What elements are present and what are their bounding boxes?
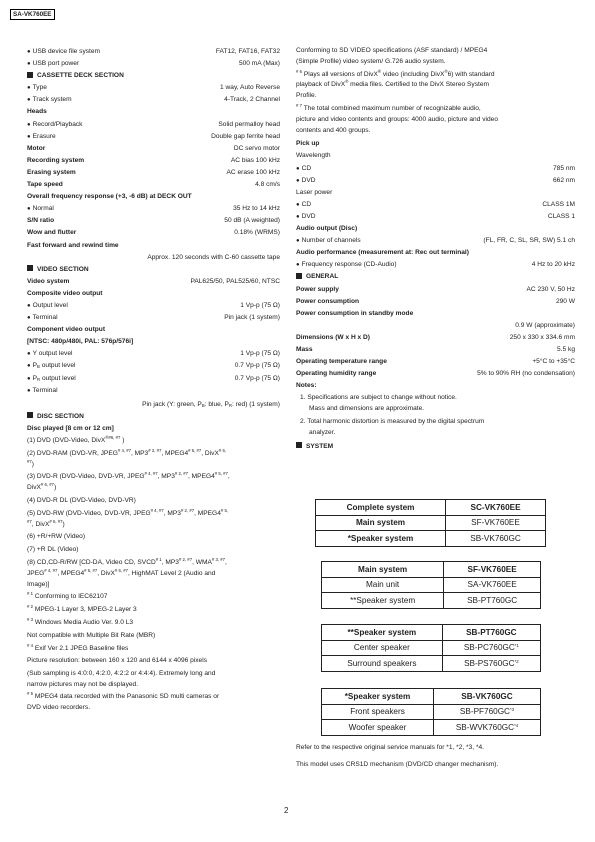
- subscript: B: [201, 402, 205, 408]
- spec-row: [27, 360, 280, 372]
- footnote-ref: # 6, #7: [40, 482, 55, 488]
- spec-label: Motor: [27, 144, 46, 152]
- registered-mark: ®: [444, 68, 448, 74]
- text: picture and video contents and groups: 4000 audio, picture and video: [296, 115, 498, 123]
- spec-row: [27, 58, 280, 70]
- spec-row: [27, 203, 280, 215]
- label-text: output level: [40, 374, 76, 382]
- spec-value: AC bias 100 kHz: [230, 156, 280, 164]
- spec-label: ● Output level: [27, 302, 68, 309]
- text: MPEG4 data recorded with the Panasonic SD multi cameras or: [34, 692, 220, 700]
- right-column: [296, 46, 575, 453]
- subscript: R: [37, 376, 41, 382]
- table-cell: Main unit: [322, 577, 444, 593]
- spec-value: 1 Vp-p (75 Ω): [240, 350, 280, 358]
- spec-label: Power consumption: [296, 297, 360, 305]
- table-cell: SA-VK760EE: [444, 577, 541, 593]
- spec-row: [27, 119, 280, 131]
- table-cell: *Speaker system: [316, 531, 446, 547]
- footnote-ref: #6, #7: [108, 435, 121, 441]
- spec-value: Solid permalloy head: [218, 120, 280, 128]
- table-cell: Center speaker: [322, 640, 443, 656]
- spec-heading: [NTSC: 480p/480i, PAL: 576p/576i]: [27, 338, 134, 346]
- table-cell: SB-VK760GC: [446, 531, 546, 547]
- text: Exif Ver 2.1 JPEG Baseline files: [34, 644, 129, 652]
- table-row: [322, 656, 541, 672]
- spec-value: AC erase 100 kHz: [226, 168, 280, 176]
- spec-value: [27, 399, 280, 411]
- spec-row: [27, 82, 280, 94]
- spec-label: ● Type: [27, 84, 47, 91]
- text: MPEG-1 Layer 3, MPEG-2 Layer 3: [34, 606, 137, 614]
- table-cell: Main system: [316, 515, 446, 531]
- footnote-mark: # 4: [27, 642, 33, 648]
- spec-label: [27, 362, 75, 369]
- spec-label: Recording system: [27, 156, 85, 164]
- spec-label: ● USB device file system: [27, 48, 100, 55]
- footnote-ref: # 6,: [218, 448, 227, 453]
- footnote-ref: # 4, #7: [150, 507, 164, 513]
- footnote: [296, 70, 575, 102]
- footnote-ref: # 4, #7: [117, 448, 131, 453]
- table-row: [322, 562, 541, 578]
- table-row: [322, 640, 541, 656]
- spec-value: Pin jack (1 system): [224, 314, 280, 322]
- footnote-mark: # 5: [27, 690, 33, 696]
- text: Image)]: [27, 580, 50, 588]
- text: , HighMAT Level 2 (Audio and: [128, 569, 216, 577]
- spec-row: [27, 348, 280, 360]
- disc-item: [27, 436, 280, 447]
- text: , MP3: [157, 473, 175, 481]
- table-cell: [433, 704, 540, 720]
- spec-heading: Pick up: [296, 140, 320, 148]
- text: ): [122, 437, 125, 444]
- table-cell: **Speaker system: [322, 593, 444, 609]
- registered-mark: ®: [345, 79, 349, 85]
- text: , MP3: [161, 558, 179, 566]
- spec-row: [27, 155, 280, 167]
- footnote-ref: # 1: [155, 557, 162, 563]
- system-notes: [296, 742, 575, 773]
- spec-value: 4 Hz to 20 kHz: [531, 261, 575, 269]
- spec-row: [27, 385, 280, 397]
- label-text: P: [32, 374, 38, 382]
- text: : blue, P: [204, 400, 229, 408]
- text-line: This model uses CRS1D mechanism (DVD/CD changer mechanism).: [296, 760, 499, 768]
- spec-label: Erasing system: [27, 168, 76, 176]
- footnote-ref: # 6, #7: [49, 518, 63, 524]
- footnote-ref: # 5, #7: [84, 567, 98, 573]
- spec-row: [296, 259, 575, 271]
- spec-value: 0.18% (WRMS): [234, 229, 280, 237]
- spec-heading: Power consumption in standby mode: [296, 309, 414, 317]
- spec-label: ● DVD: [296, 213, 316, 220]
- spec-value: 50 dB (A weighted): [224, 217, 280, 225]
- note-item: [296, 393, 575, 415]
- text: (Sub sampling is 4:0:0, 4:2:0, 4:2:2 or 4:4:4). Extremely long and: [27, 670, 216, 678]
- footnote-ref: # 2, #7: [178, 557, 193, 563]
- table-cell: SC-VK760EE: [446, 500, 546, 516]
- system-table-speaker-vk: [321, 688, 541, 736]
- footnote-mark: # 6: [296, 68, 302, 74]
- registered-mark: ®: [377, 68, 382, 74]
- spec-heading: Composite video output: [27, 289, 103, 297]
- footnote-ref: *2: [514, 658, 519, 664]
- spec-row: [27, 179, 280, 191]
- text: playback of DivX: [296, 81, 346, 89]
- spec-label: ● DVD: [296, 177, 316, 184]
- spec-label: [27, 375, 76, 382]
- text: SB-PF760GC: [459, 707, 510, 717]
- registered-mark: ®: [105, 435, 109, 441]
- text: , MP3: [163, 509, 181, 517]
- text: (3) DVD-R (DVD-Video, DVD-VR, JPEG: [27, 473, 145, 481]
- spec-row: [27, 300, 280, 312]
- footnote: [27, 592, 280, 603]
- text: Conforming to IEC62107: [34, 593, 108, 601]
- text: ,: [227, 473, 230, 481]
- text: Mass and dimensions are approximate.: [309, 405, 425, 413]
- section-heading: DISC SECTION: [27, 411, 280, 423]
- table-cell: Woofer speaker: [322, 720, 434, 736]
- table-cell: [433, 720, 540, 736]
- spec-label: ● CD: [296, 165, 311, 172]
- footnote-ref: #7: [27, 518, 32, 524]
- table-cell: *Speaker system: [322, 689, 434, 705]
- spec-label: Wow and flutter: [27, 229, 77, 237]
- footnote-ref: # 5,: [220, 507, 229, 513]
- system-table-complete: [315, 499, 546, 547]
- spec-value: 785 nm: [553, 164, 575, 172]
- footnote-ref: # 3, #7: [211, 557, 225, 563]
- text-line: Picture resolution: between 160 x 120 and 6144 x 4096 pixels: [27, 657, 207, 665]
- footnote-ref: # 2, #7: [174, 471, 189, 477]
- spec-row: [27, 131, 280, 143]
- spec-row: [296, 284, 575, 296]
- spec-row: [27, 167, 280, 179]
- text: SB-WVK760GC: [455, 722, 515, 732]
- text: video (including DivX: [381, 70, 445, 78]
- spec-value: 0.7 Vp-p (75 Ω): [234, 374, 280, 382]
- footnote-ref: *4: [514, 722, 519, 728]
- disc-item: (7) +R DL (Video): [27, 546, 79, 554]
- table-cell: SF-VK760EE: [444, 562, 541, 578]
- spec-row: [296, 163, 575, 175]
- footnote: [296, 104, 575, 136]
- spec-row: [27, 373, 280, 385]
- text: analyzer.: [309, 428, 336, 436]
- text: DivX: [27, 484, 41, 492]
- text: DVD video recorders.: [27, 703, 91, 711]
- table-cell: SF-VK760EE: [446, 515, 546, 531]
- footnote-ref: # 5, #7: [214, 471, 228, 477]
- spec-value: AC 230 V, 50 Hz: [526, 285, 575, 293]
- text: (1) DVD (DVD-Video, DivX: [27, 437, 106, 444]
- spec-value: Approx. 120 seconds with C-60 cassette tape: [147, 253, 280, 261]
- footnote-mark: # 7: [296, 103, 302, 109]
- spec-row: [296, 344, 575, 356]
- spec-value: 290 W: [555, 297, 575, 305]
- notes-heading: Notes:: [296, 382, 317, 390]
- spec-label: ● Normal: [27, 205, 54, 212]
- model-tag: SA-VK760EE: [10, 9, 55, 20]
- spec-heading: Fast forward and rewind time: [27, 241, 119, 249]
- spec-row: [296, 199, 575, 211]
- spec-value: 0.9 W (approximate): [515, 321, 575, 329]
- note-item: [296, 417, 575, 439]
- spec-value: 0.7 Vp-p (75 Ω): [234, 362, 280, 370]
- table-row: [316, 500, 546, 516]
- spec-value: DC servo motor: [233, 144, 280, 152]
- text: Windows Media Audio Ver. 9.0 L3: [34, 618, 134, 626]
- spec-value: 250 x 330 x 334.6 mm: [509, 333, 575, 341]
- table-cell: Main system: [322, 562, 444, 578]
- spec-heading: Disc played [8 cm or 12 cm]: [27, 424, 114, 432]
- text: (2) DVD-RAM (DVD-VR, JPEG: [27, 449, 118, 457]
- text: narrow pictures may not be displayed.: [27, 680, 139, 688]
- spec-value: PAL625/50, PAL525/60, NTSC: [190, 277, 280, 285]
- footnote: [27, 605, 280, 616]
- text-line: Not compatible with Multiple Bit Rate (MBR): [27, 631, 156, 639]
- footnote-ref: *3: [509, 707, 515, 713]
- text: (8) CD,CD-R/RW [CD-DA, Video CD, SVCD: [27, 558, 156, 566]
- text: ,: [225, 558, 227, 566]
- footnote: [27, 618, 280, 629]
- text: 1. Specifications are subject to change without notice.: [300, 394, 457, 402]
- spec-label: ● Number of channels: [296, 237, 361, 244]
- page-number: 2: [284, 806, 289, 815]
- disc-item: [27, 558, 280, 590]
- spec-value: 500 mA (Max): [238, 60, 280, 68]
- spec-label: Tape speed: [27, 181, 63, 189]
- text: , DivX: [31, 520, 50, 528]
- spec-label: Video system: [27, 277, 70, 285]
- table-cell: **Speaker system: [322, 625, 443, 641]
- spec-row: [27, 46, 280, 58]
- left-column: [27, 46, 280, 715]
- text: (Simple Profile) video system/ G.726 audio system.: [296, 57, 446, 65]
- section-heading: GENERAL: [296, 271, 575, 283]
- spec-subheading: Laser power: [296, 188, 333, 196]
- spec-label: ● Track system: [27, 96, 72, 103]
- spec-value: 1 way, Auto Reverse: [220, 84, 280, 92]
- disc-item: [27, 449, 280, 471]
- spec-label: ● Terminal: [27, 387, 58, 394]
- text: Profile.: [296, 92, 317, 100]
- table-cell: SB-PT760GC: [442, 625, 540, 641]
- spec-row: [296, 211, 575, 223]
- footnote-ref: # 6, #7: [114, 567, 128, 573]
- table-cell: Surround speakers: [322, 656, 443, 672]
- spec-label: ● Erasure: [27, 133, 56, 140]
- text: SB-PS760GC: [464, 658, 515, 668]
- table-cell: Complete system: [316, 500, 446, 516]
- footnote-ref: #7: [27, 458, 32, 464]
- spec-value: 4.8 cm/s: [255, 181, 280, 189]
- text: The total combined maximum number of recognizable audio,: [303, 104, 481, 112]
- system-table-speaker-pt: [321, 624, 541, 672]
- label-text: P: [32, 362, 38, 370]
- text: Conforming to SD VIDEO specifications (ASF standard) / MPEG4: [296, 47, 488, 54]
- text: ): [31, 460, 34, 468]
- footnote-ref: # 2, #7: [148, 448, 162, 453]
- spec-value: 5.5 kg: [557, 345, 575, 353]
- spec-heading: Component video output: [27, 326, 106, 334]
- text: ): [54, 484, 57, 492]
- spec-label: ● Frequency response (CD-Audio): [296, 261, 397, 268]
- text: contents and 400 groups.: [296, 126, 371, 134]
- spec-value: 35 Hz to 14 kHz: [233, 205, 280, 213]
- spec-row: [296, 356, 575, 368]
- label-text: output level: [39, 362, 76, 370]
- spec-label: Operating temperature range: [296, 358, 387, 366]
- text-line: [27, 669, 280, 691]
- spec-value: 1 Vp-p (75 Ω): [240, 301, 280, 309]
- footnote-mark: # 2: [27, 604, 33, 610]
- table-row: [316, 531, 546, 547]
- spec-value: Double gap ferrite head: [211, 132, 280, 140]
- spec-row: [296, 296, 575, 308]
- footnote-ref: # 5, #7: [188, 448, 202, 453]
- text: , MPEG4: [57, 569, 85, 577]
- spec-value: +5°C to +35°C: [532, 358, 575, 366]
- table-row: [322, 577, 541, 593]
- table-cell: [442, 640, 540, 656]
- table-cell: SB-PT760GC: [444, 593, 541, 609]
- text: JPEG: [27, 569, 45, 577]
- footnote-mark: # 1: [27, 591, 33, 597]
- text: , MP3: [131, 449, 149, 457]
- spec-value: CLASS 1: [547, 212, 575, 220]
- spec-label: S/N ratio: [27, 217, 55, 225]
- spec-label: ● Terminal: [27, 314, 58, 321]
- spec-label: Operating humidity range: [296, 370, 377, 378]
- table-cell: Front speakers: [322, 704, 434, 720]
- text: 6) with standard: [447, 70, 495, 78]
- spec-row: [27, 215, 280, 227]
- spec-label: Mass: [296, 345, 313, 353]
- table-row: [322, 689, 541, 705]
- spec-row: [27, 143, 280, 155]
- spec-subheading: Wavelength: [296, 152, 331, 160]
- table-row: [316, 515, 546, 531]
- text: , DivX: [201, 449, 219, 457]
- text: media files. Certified to the DivX Stereo System: [348, 81, 490, 89]
- text: : red) (1 system): [232, 400, 280, 408]
- spec-row: [27, 227, 280, 239]
- spec-value: 662 nm: [553, 176, 575, 184]
- spec-heading: Audio performance (measurement at: Rec out terminal): [296, 249, 469, 257]
- spec-row: [296, 175, 575, 187]
- footnote: [27, 644, 280, 655]
- spec-value: (FL, FR, C, SL, SR, SW) 5.1 ch: [483, 237, 575, 245]
- table-row: [322, 593, 541, 609]
- text: , WMA: [192, 558, 212, 566]
- text: , DivX: [97, 569, 115, 577]
- spec-value: CLASS 1M: [542, 200, 575, 208]
- spec-heading: Audio output (Disc): [296, 225, 358, 233]
- table-row: [322, 704, 541, 720]
- spec-label: Power supply: [296, 285, 339, 293]
- text: Pin jack (Y: green, P: [142, 400, 202, 408]
- spec-row: [296, 235, 575, 247]
- text: ): [62, 520, 65, 528]
- disc-item: (6) +R/+RW (Video): [27, 533, 86, 541]
- text: , MPEG4: [188, 473, 215, 481]
- text: SB-PC760GC: [463, 643, 515, 653]
- footnote-mark: # 3: [27, 617, 33, 623]
- system-table-main: [321, 561, 541, 609]
- section-heading: SYSTEM: [296, 441, 575, 453]
- spec-row: [27, 312, 280, 324]
- footnote-ref: # 4, #7: [144, 471, 158, 477]
- spec-row: [27, 276, 280, 288]
- table-cell: [442, 656, 540, 672]
- footnote-ref: *1: [514, 643, 519, 649]
- spec-row: [296, 332, 575, 344]
- spec-row: [296, 368, 575, 380]
- disc-item: [27, 509, 280, 531]
- subscript: R: [228, 402, 232, 408]
- section-heading: VIDEO SECTION: [27, 264, 280, 276]
- subscript: B: [37, 364, 40, 370]
- text-line: Refer to the respective original service manuals for *1, *2, *3, *4.: [296, 744, 485, 751]
- footnote-ref: # 2, #7: [180, 507, 195, 513]
- table-cell: SB-VK760GC: [433, 689, 540, 705]
- spec-heading: Heads: [27, 108, 47, 116]
- spec-label: Dimensions (W x H x D): [296, 333, 371, 341]
- table-row: [322, 625, 541, 641]
- text: , MPEG4: [194, 509, 221, 517]
- spec-heading: Overall frequency response (+3, -6 dB) at DECK OUT: [27, 193, 192, 201]
- table-row: [322, 720, 541, 736]
- spec-value: FAT12, FAT16, FAT32: [215, 48, 280, 55]
- text: Plays all versions of DivX: [303, 70, 378, 78]
- spec-label: ● Y output level: [27, 350, 72, 357]
- disc-item: [27, 472, 280, 494]
- spec-row: [27, 94, 280, 106]
- spec-value: 5% to 90% RH (no condensation): [477, 370, 575, 378]
- spec-label: ● USB port power: [27, 60, 79, 67]
- text: (5) DVD-RW (DVD-Video, DVD-VR, JPEG: [27, 509, 151, 517]
- spec-label: ● CD: [296, 201, 311, 208]
- disc-item: (4) DVD-R DL (DVD-Video, DVD-VR): [27, 496, 136, 504]
- text: 2. Total harmonic distortion is measured by the digital spectrum: [300, 417, 485, 425]
- text-line: [296, 46, 575, 68]
- footnote-ref: # 4, #7: [44, 567, 58, 573]
- spec-label: ● Record/Playback: [27, 121, 82, 128]
- text: , MPEG4: [161, 449, 189, 457]
- spec-value: 4-Track, 2 Channel: [224, 96, 280, 104]
- footnote: [27, 692, 280, 714]
- section-heading: CASSETTE DECK SECTION: [27, 70, 280, 82]
